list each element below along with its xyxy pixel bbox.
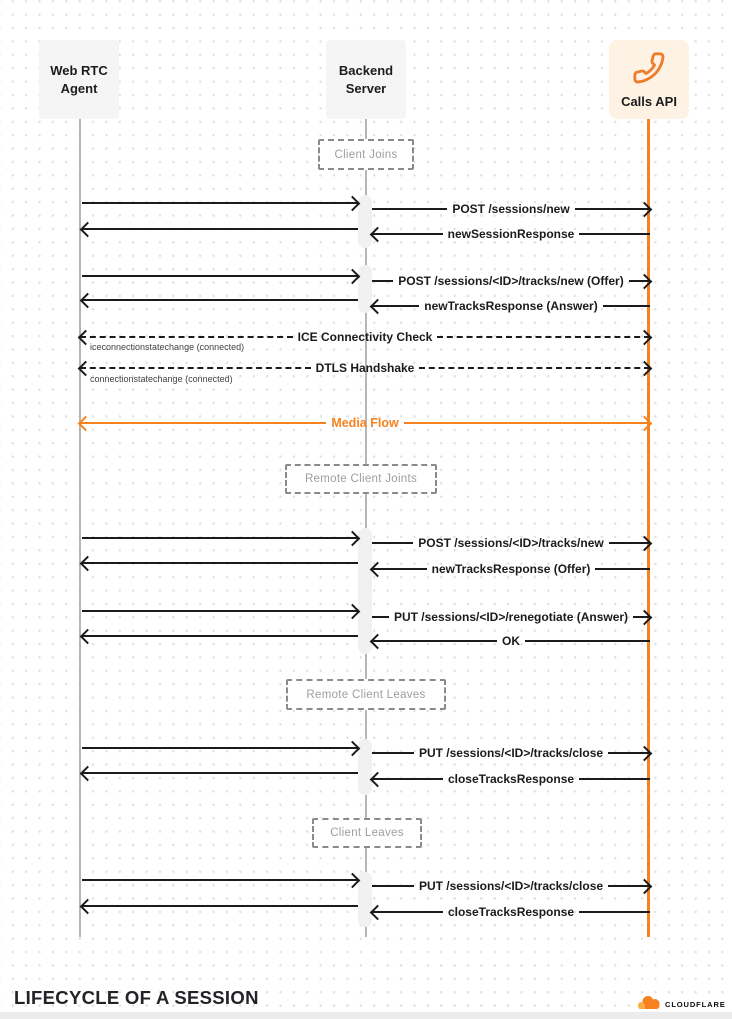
message-label: POST /sessions/<ID>/tracks/new (Offer) <box>398 274 624 288</box>
arrowhead-right-icon <box>345 195 361 211</box>
message-label: ICE Connectivity Check <box>297 330 433 344</box>
arrowhead-right-icon <box>637 745 653 761</box>
actor-label: Backend Server <box>338 62 394 96</box>
message-arrow <box>372 878 650 894</box>
page-title: LIFECYCLE OF A SESSION <box>14 987 259 1008</box>
message-label: POST /sessions/<ID>/tracks/new <box>418 536 604 550</box>
message-arrow <box>82 740 358 756</box>
message-label: Media Flow <box>331 416 399 430</box>
arrowhead-left-icon <box>80 221 96 237</box>
arrowhead-left-icon <box>80 555 96 571</box>
message-label: PUT /sessions/<ID>/renegotiate (Answer) <box>393 610 629 624</box>
actor-webrtc-agent <box>39 40 119 119</box>
message-arrow <box>372 201 650 217</box>
message-arrow <box>372 771 650 787</box>
message-label: POST /sessions/new <box>452 202 570 216</box>
message-arrow <box>82 268 358 284</box>
arrowhead-right-icon <box>637 273 653 289</box>
arrowhead-left-icon <box>370 633 386 649</box>
message-arrow <box>82 872 358 888</box>
message-arrow <box>82 221 358 237</box>
arrowhead-right-icon <box>637 415 653 431</box>
message-label: newTracksResponse (Offer) <box>431 562 591 576</box>
arrowhead-left-icon <box>80 292 96 308</box>
arrowhead-left-icon <box>370 298 386 314</box>
message-arrow <box>82 555 358 571</box>
message-arrow <box>82 195 358 211</box>
message-arrow <box>372 226 650 242</box>
lifeline-webrtc-agent <box>79 119 81 937</box>
actor-calls-api <box>609 40 689 119</box>
phone-icon <box>631 50 667 86</box>
phase-label: Client Joins <box>334 148 398 161</box>
media-flow-arrow <box>80 415 650 431</box>
arrowhead-left-icon <box>370 561 386 577</box>
arrowhead-right-icon <box>345 603 361 619</box>
phase-label: Remote Client Leaves <box>306 688 426 701</box>
activation-bar <box>358 528 372 654</box>
phase-client-leaves <box>312 818 422 848</box>
arrowhead-right-icon <box>637 535 653 551</box>
message-label: closeTracksResponse <box>447 772 575 786</box>
arrowhead-left-icon <box>78 415 94 431</box>
message-label: newTracksResponse (Answer) <box>424 299 598 313</box>
message-arrow <box>82 603 358 619</box>
arrowhead-right-icon <box>345 872 361 888</box>
message-arrow <box>372 904 650 920</box>
message-label: newSessionResponse <box>447 227 575 241</box>
state-note: iceconnectionstatechange (connected) <box>90 342 245 352</box>
arrowhead-right-icon <box>637 609 653 625</box>
message-arrow <box>372 298 650 314</box>
message-label: PUT /sessions/<ID>/tracks/close <box>418 879 604 893</box>
arrowhead-left-icon <box>80 898 96 914</box>
arrowhead-right-icon <box>345 268 361 284</box>
message-label: closeTracksResponse <box>447 905 575 919</box>
message-label: DTLS Handshake <box>315 361 415 375</box>
message-arrow <box>372 609 650 625</box>
bottom-divider <box>0 1012 732 1019</box>
message-arrow <box>82 628 358 644</box>
arrowhead-right-icon <box>637 329 653 345</box>
message-arrow <box>372 273 650 289</box>
message-arrow <box>82 765 358 781</box>
arrowhead-right-icon <box>345 740 361 756</box>
phase-label: Remote Client Joints <box>304 473 418 485</box>
actor-backend-server <box>326 40 406 119</box>
arrowhead-right-icon <box>637 201 653 217</box>
phase-remote-client-joints <box>285 464 437 494</box>
arrowhead-left-icon <box>370 771 386 787</box>
phase-remote-client-leaves <box>286 679 446 710</box>
message-arrow <box>82 292 358 308</box>
arrowhead-right-icon <box>345 530 361 546</box>
arrowhead-left-icon <box>370 904 386 920</box>
message-label: PUT /sessions/<ID>/tracks/close <box>418 746 604 760</box>
arrowhead-left-icon <box>80 765 96 781</box>
message-arrow <box>82 530 358 546</box>
arrowhead-left-icon <box>370 226 386 242</box>
actor-label: Web RTC Agent <box>50 62 108 96</box>
state-note: connectionstatechange (connected) <box>90 374 233 384</box>
message-label: OK <box>502 634 520 648</box>
message-arrow <box>372 535 650 551</box>
arrowhead-left-icon <box>80 628 96 644</box>
message-arrow <box>372 633 650 649</box>
phase-label: Client Leaves <box>330 827 404 839</box>
actor-label: Calls API <box>621 94 677 109</box>
message-arrow <box>82 898 358 914</box>
phase-client-joins <box>318 139 414 170</box>
arrowhead-right-icon <box>637 360 653 376</box>
message-arrow <box>372 745 650 761</box>
message-arrow <box>372 561 650 577</box>
brand-wordmark: CLOUDFLARE <box>665 999 726 1009</box>
arrowhead-right-icon <box>637 878 653 894</box>
